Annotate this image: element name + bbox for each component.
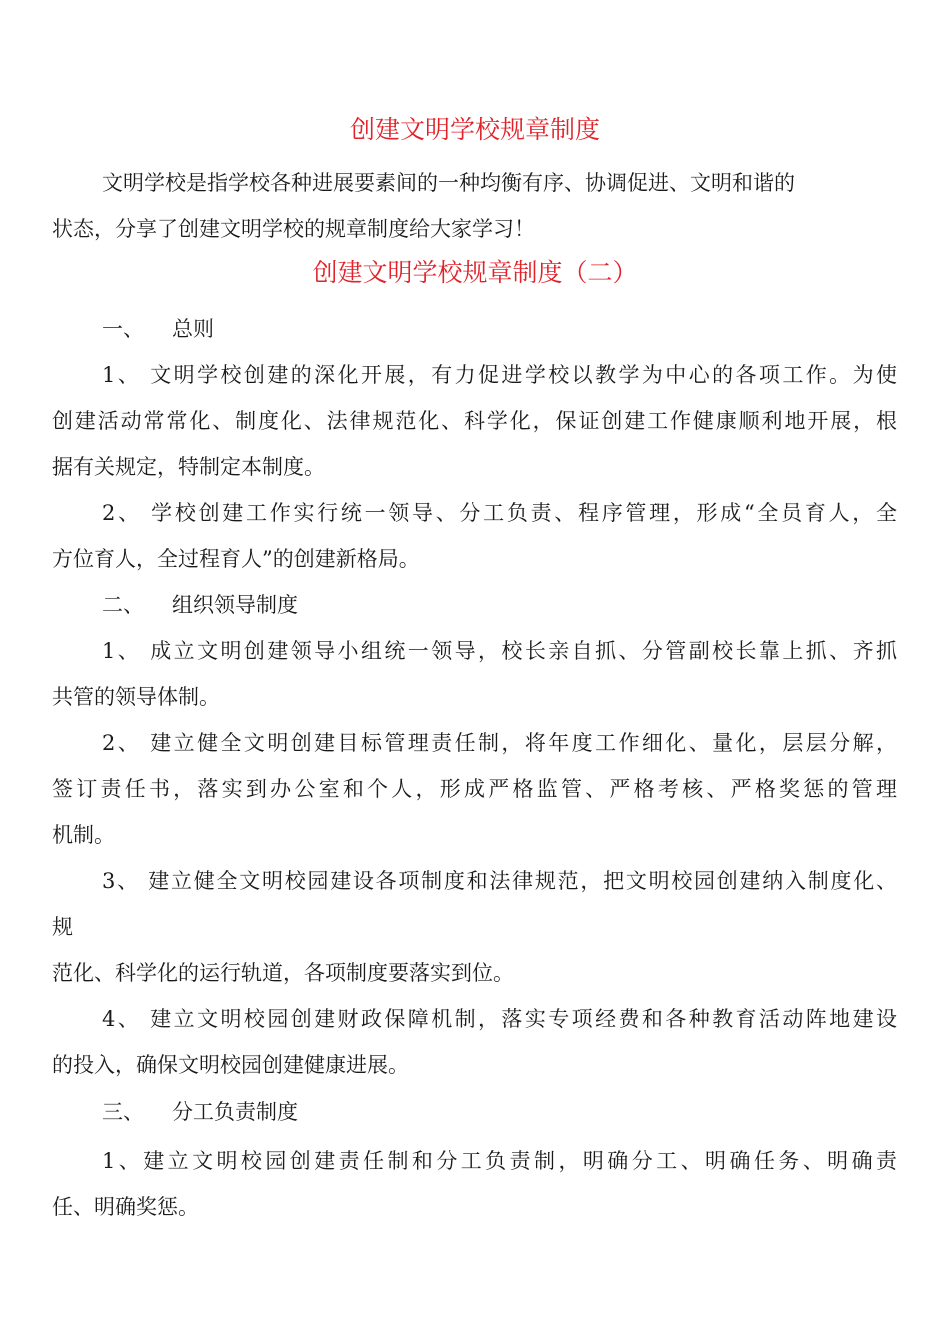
s1-p2-line-1: 2、 学校创建工作实行统一领导、分工负责、程序管理，形成“全员育人，全 bbox=[102, 501, 897, 525]
s1-p1-line-2: 创建活动常常化、制度化、法律规范化、科学化，保证创建工作健康顺利地开展，根 bbox=[52, 409, 897, 433]
document-subtitle: 创建文明学校规章制度（二） bbox=[312, 258, 638, 287]
section-3-heading: 分工负责制度 bbox=[172, 1100, 298, 1124]
s2-p1-line-1: 1、 成立文明创建领导小组统一领导，校长亲自抓、分管副校长靠上抓、齐抓 bbox=[102, 639, 897, 663]
section-2-number: 二、 bbox=[102, 593, 144, 617]
s3-p1-line-1: 1、建立文明校园创建责任制和分工负责制，明确分工、明确任务、明确责 bbox=[102, 1149, 897, 1173]
s1-p1-line-3: 据有关规定，特制定本制度。 bbox=[52, 455, 325, 479]
s1-p2-line-2: 方位育人，全过程育人”的创建新格局。 bbox=[52, 547, 420, 571]
s2-p4-line-1: 4、 建立文明校园创建财政保障机制，落实专项经费和各种教育活动阵地建设 bbox=[102, 1007, 897, 1031]
section-1-number: 一、 bbox=[102, 317, 144, 341]
section-2-heading: 组织领导制度 bbox=[172, 593, 298, 617]
s2-p1-line-2: 共管的领导体制。 bbox=[52, 685, 220, 709]
s2-p2-line-1: 2、 建立健全文明创建目标管理责任制，将年度工作细化、量化，层层分解， bbox=[102, 731, 897, 755]
s1-p1-line-1: 1、 文明学校创建的深化开展，有力促进学校以教学为中心的各项工作。为使 bbox=[102, 363, 897, 387]
s2-p2-line-2: 签订责任书，落实到办公室和个人，形成严格监管、严格考核、严格奖惩的管理 bbox=[52, 777, 897, 801]
intro-line-1: 文明学校是指学校各种进展要素间的一种均衡有序、协调促进、文明和谐的 bbox=[102, 171, 795, 195]
section-1-heading: 总则 bbox=[172, 317, 214, 341]
document-title: 创建文明学校规章制度 bbox=[349, 115, 600, 144]
s2-p2-line-3: 机制。 bbox=[52, 823, 115, 847]
intro-line-2: 状态，分享了创建文明学校的规章制度给大家学习！ bbox=[52, 217, 535, 241]
s2-p3-line-2: 规 bbox=[52, 915, 73, 939]
s3-p1-line-2: 任、明确奖惩。 bbox=[52, 1195, 199, 1219]
s2-p4-line-2: 的投入，确保文明校园创建健康进展。 bbox=[52, 1053, 409, 1077]
s2-p3-line-1: 3、 建立健全文明校园建设各项制度和法律规范，把文明校园创建纳入制度化、 bbox=[102, 869, 897, 893]
section-3-number: 三、 bbox=[102, 1100, 144, 1124]
s2-p3-line-3: 范化、科学化的运行轨道，各项制度要落实到位。 bbox=[52, 961, 514, 985]
